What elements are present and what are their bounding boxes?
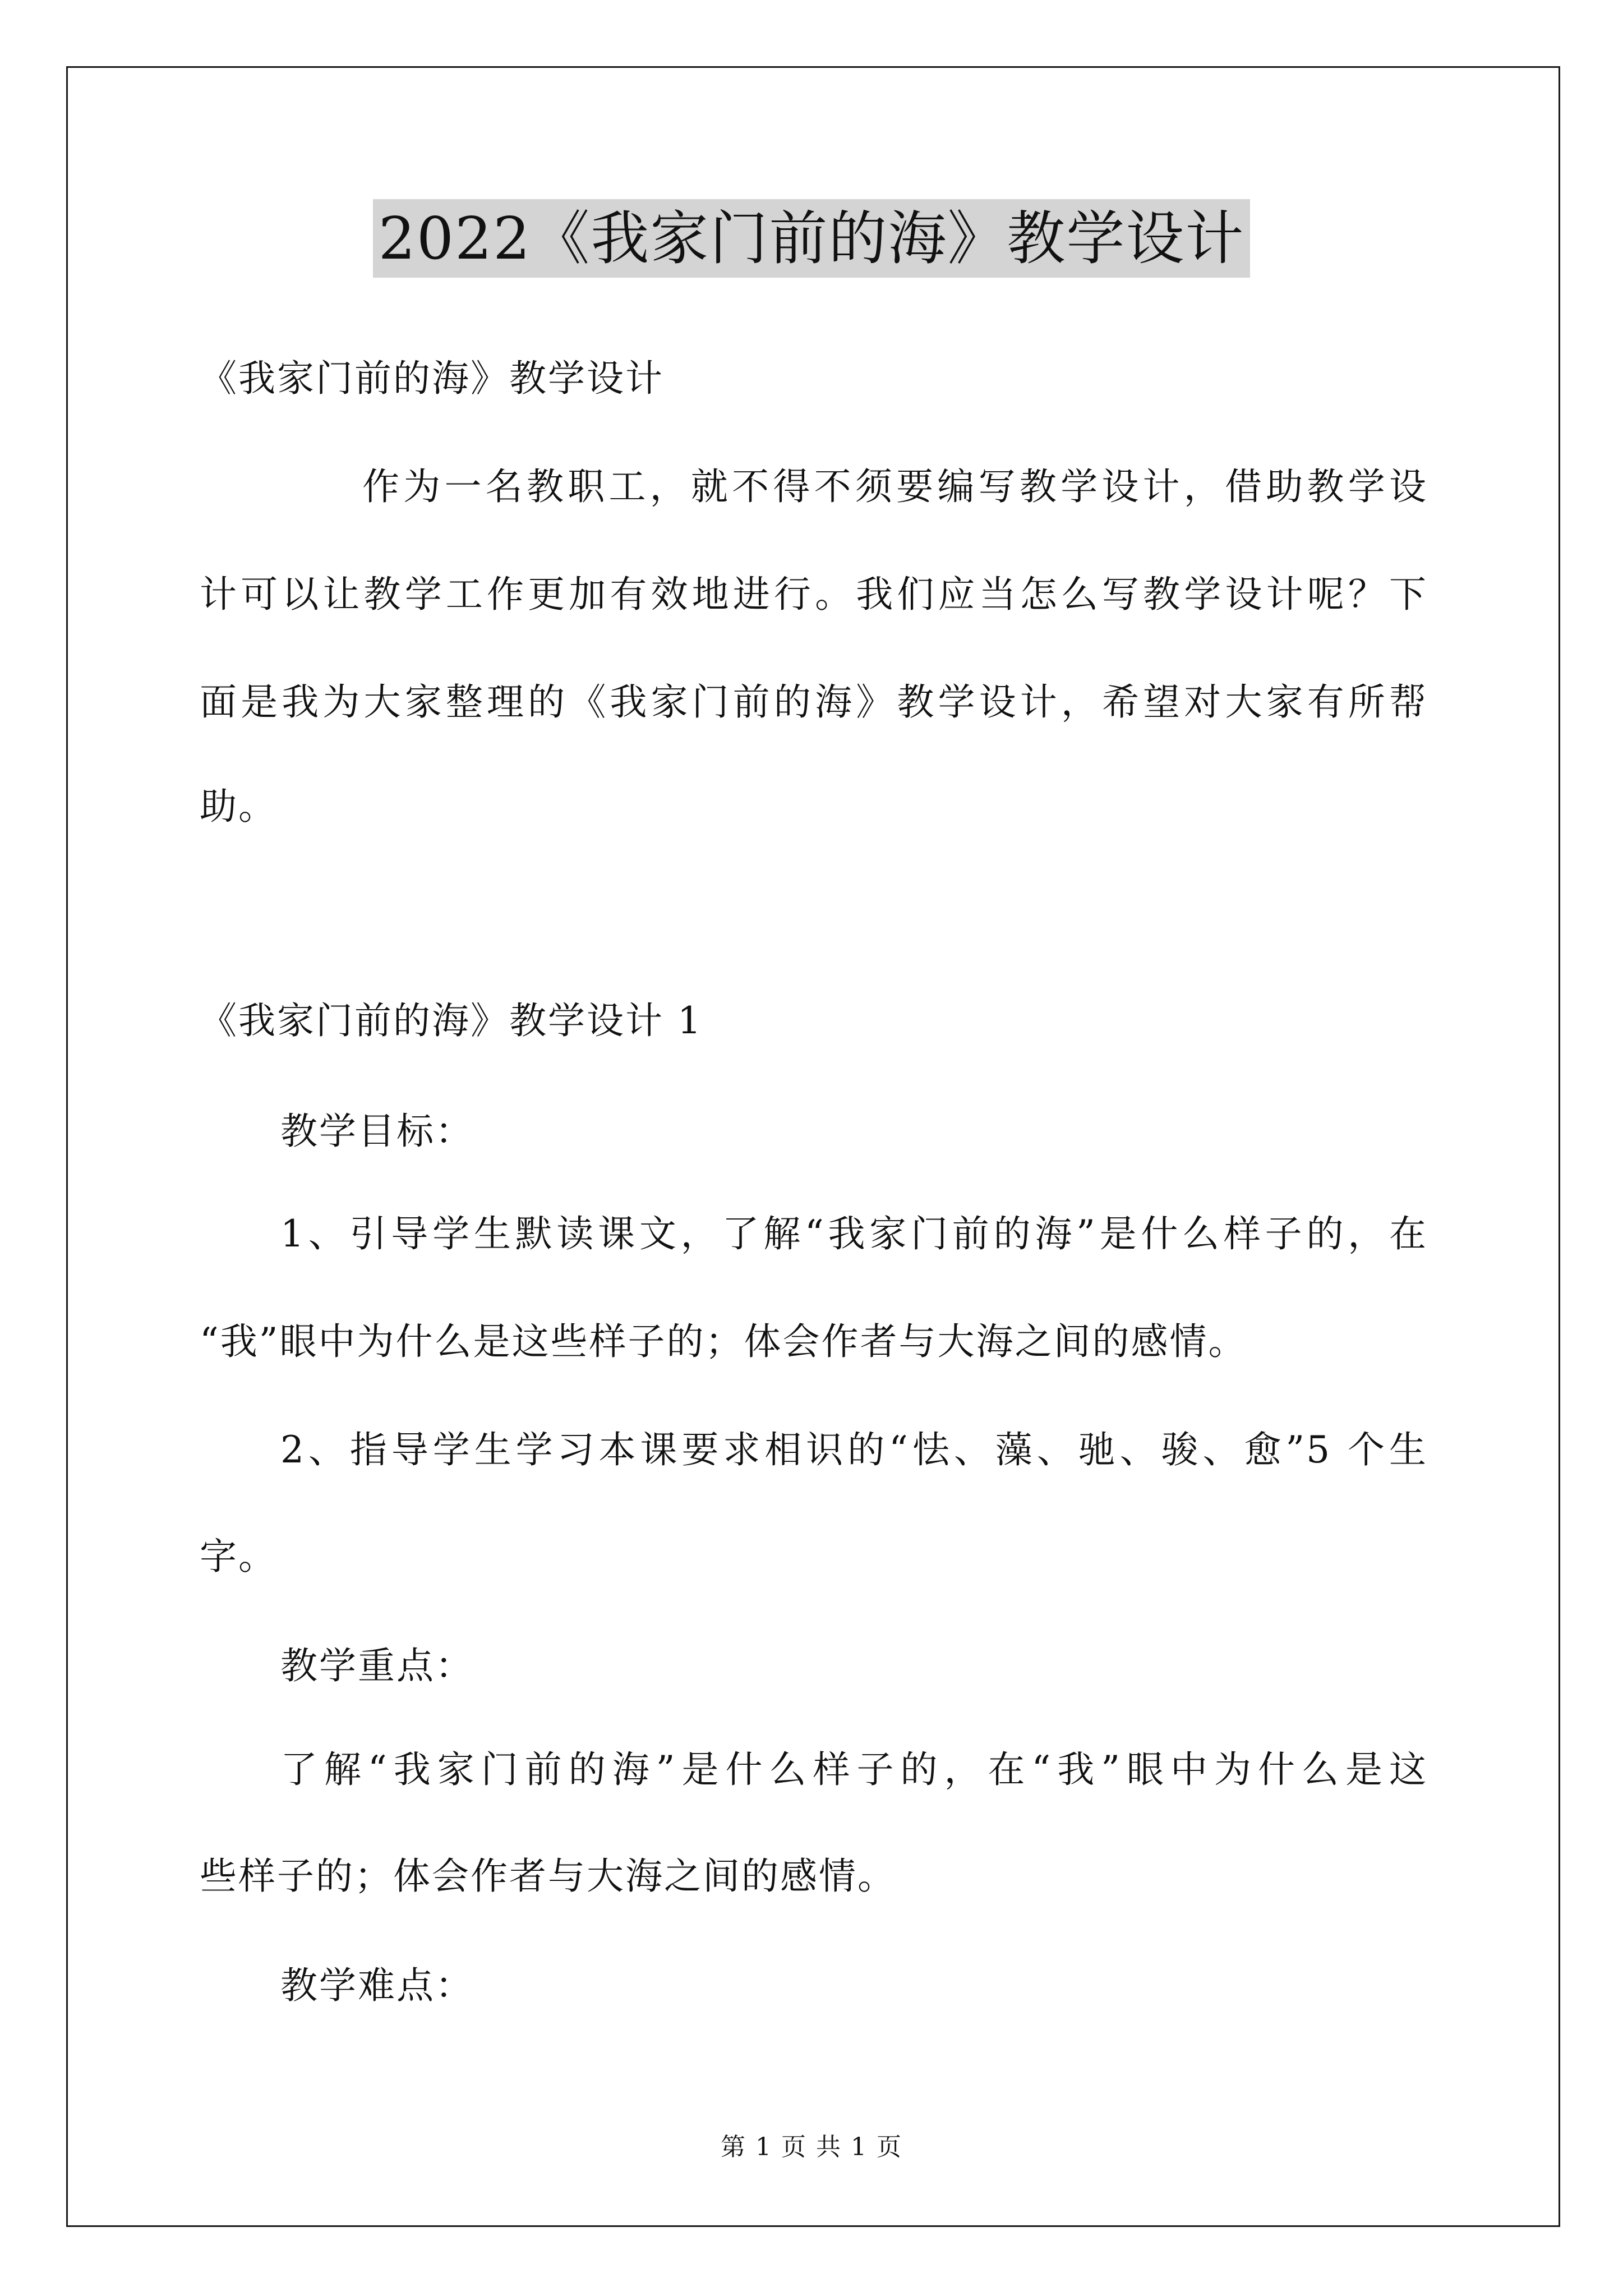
- page-footer: 第 1 页 共 1 页: [721, 2133, 902, 2161]
- intro-line-2: 计可以让教学工作更加有效地进行。我们应当怎么写教学设计呢？下: [200, 573, 1428, 616]
- intro-line-3: 面是我为大家整理的《我家门前的海》教学设计，希望对大家有所帮: [200, 680, 1428, 724]
- goal1-line-1: 1、引导学生默读课文，了解“我家门前的海”是什么样子的，在: [280, 1212, 1428, 1255]
- goal2-line-2: 字。: [200, 1535, 277, 1578]
- key-line-2: 些样子的；体会作者与大海之间的感情。: [200, 1855, 896, 1898]
- goal1-line-2: “我”眼中为什么是这些样子的；体会作者与大海之间的感情。: [200, 1320, 1247, 1363]
- title-container: [0, 199, 1623, 278]
- subtitle: 《我家门前的海》教学设计: [200, 357, 664, 400]
- intro-line-4: 助。: [200, 785, 277, 828]
- key-line-1: 了解“我家门前的海”是什么样子的，在“我”眼中为什么是这: [280, 1748, 1428, 1791]
- section-heading: 《我家门前的海》教学设计 1: [200, 999, 703, 1042]
- key-label: 教学重点：: [280, 1644, 474, 1687]
- goal2-line-1: 2、指导学生学习本课要求相识的“怯、藻、驰、骏、愈”5 个生: [280, 1428, 1428, 1471]
- difficulty-label: 教学难点：: [280, 1964, 474, 2007]
- intro-line-1: 作为一名教职工，就不得不须要编写教学设计，借助教学设: [362, 465, 1428, 508]
- goals-label: 教学目标：: [280, 1110, 474, 1153]
- document-title: 2022《我家门前的海》教学设计: [373, 199, 1251, 278]
